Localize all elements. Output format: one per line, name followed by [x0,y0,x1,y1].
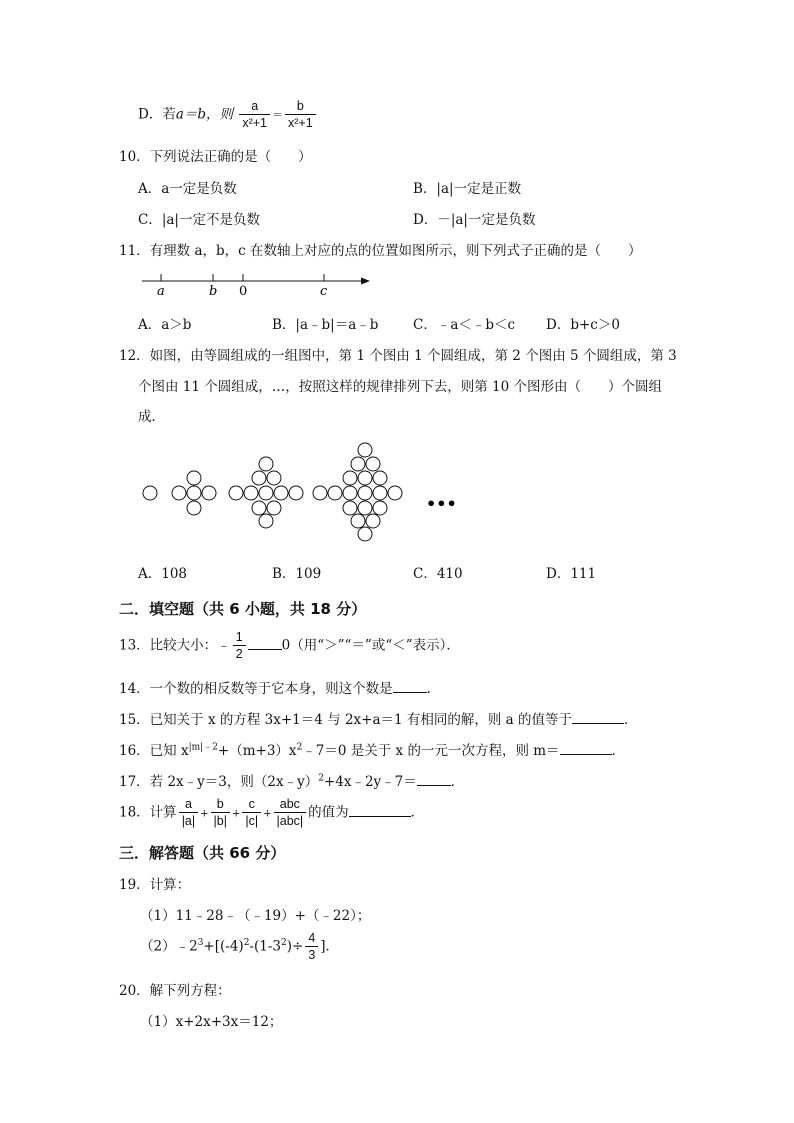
circle [267,501,281,515]
answer-blank[interactable] [349,804,411,817]
circle [313,486,327,500]
plus-sign: + [231,808,241,820]
question-18 [119,797,424,829]
question-20-stem: 20．解下列方程： [119,983,231,999]
circle [373,501,387,515]
circle [259,514,273,528]
circle [358,501,372,515]
section-3-heading: 三．解答题（共 66 分） [119,844,286,862]
exponent: 3 [197,938,204,948]
exponent: 2 [296,742,303,753]
denominator: |a| [181,814,196,828]
q14-period: ． [426,681,441,697]
fraction-1 [239,99,270,131]
q17-text: +4x﹣2y﹣7＝ [323,774,417,790]
q16-text: +（m+3）x [217,743,297,759]
label-a: a [157,284,165,298]
fraction-abc [274,797,307,829]
q11-option-b: B．|a﹣b|＝a﹣b [272,317,379,333]
circle [143,486,157,500]
number-line-figure [140,270,372,298]
number-line-arrow [361,278,370,285]
label-0: 0 [239,284,248,298]
q14-text: 14．一个数的相反数等于它本身，则这个数是 [119,681,393,697]
circle [343,486,357,500]
answer-blank[interactable] [572,711,624,724]
q19-text: -(1-3 [249,938,281,955]
exponent: |m|﹣2 [188,742,218,753]
q19-text: )÷ [286,938,304,955]
denominator: |b| [213,814,227,828]
circle [259,486,273,500]
q16-text: ﹣7＝0 是关于 x 的一元一次方程，则 m＝ [302,743,560,759]
circle [388,486,402,500]
ellipsis: ••• [426,494,457,513]
plus-sign: + [200,808,209,820]
numerator: c [242,797,261,813]
circle [366,457,380,471]
circle [358,527,372,541]
question-13 [119,630,460,662]
circle [252,471,266,485]
circle [244,486,258,500]
circle [267,471,281,485]
denominator: x²+1 [288,116,313,130]
q15-text: 15．已知关于 x 的方程 3x+1＝4 与 2x+a＝1 有相同的解，则 a 的值等于 [119,712,573,728]
equals-sign: ＝ [272,108,283,122]
q11-option-a: A．a＞b [138,317,192,333]
numerator: b [211,797,230,813]
denominator: |abc| [276,814,304,828]
circle-pattern-figure [136,437,466,547]
numerator: a [239,99,270,115]
numerator: 1 [233,630,246,646]
q10-option-c: C．|a|一定不是负数 [138,212,260,228]
circle [187,501,201,515]
question-12-line-1: 12．如图，由等圆组成的一组图中，第 1 个图由 1 个圆组成，第 2 个图由 5 个圆组成，第 3 [119,348,677,364]
q17-text: 17．若 2x﹣y＝3，则（2x﹣y） [119,774,319,790]
q13-suffix: 0（用“＞”“＝”或“＜”表示）． [281,637,460,654]
question-17 [119,770,464,790]
circle [351,457,365,471]
q16-period: ． [611,743,626,759]
circle [351,514,365,528]
q15-period: ． [624,712,638,728]
exponent: 2 [318,773,324,784]
question-14 [119,677,440,697]
q12-option-c: C．410 [413,566,463,582]
fraction-four-thirds [305,931,318,963]
q19-text: ]． [320,938,340,955]
circle [252,501,266,515]
question-19-stem: 19．计算： [119,877,191,893]
circle [289,486,303,500]
fraction-b [211,797,230,829]
q12-option-b: B．109 [272,566,322,582]
circle [259,457,273,471]
circle [328,486,342,500]
circle [358,486,372,500]
q10-option-a: A．a一定是负数 [138,181,237,197]
circle [358,471,372,485]
circle [274,486,288,500]
q10-option-b: B．|a|一定是正数 [413,181,522,197]
numerator: 4 [305,931,318,947]
circle [172,486,186,500]
circle [373,471,387,485]
label-c: c [320,284,328,298]
q18-period: ． [410,804,425,821]
label-b: b [209,284,218,298]
exponent: 2 [281,938,287,948]
q12-option-a: A．108 [138,566,188,582]
answer-blank[interactable] [248,637,282,650]
circle [366,514,380,528]
q13-prefix: 13．比较大小：﹣ [119,637,231,654]
q9-option-d [138,99,318,131]
plus-sign: + [263,808,272,820]
circle [343,501,357,515]
question-16 [119,739,625,759]
circle [229,486,243,500]
q18-text: 18．计算 [119,804,177,821]
section-2-heading: 二．填空题（共 6 小题，共 18 分） [119,600,367,618]
q11-option-d: D．b+c＞0 [546,317,620,333]
q19-text: （2）﹣2 [140,938,198,955]
q19-part-2 [140,931,339,963]
q16-text: 16．已知 x [119,743,189,759]
denominator: |c| [245,814,259,828]
circle [202,486,216,500]
q10-option-d: D．－|a|一定是负数 [413,212,536,228]
denominator: 3 [308,948,316,962]
option-label: D．若 [138,106,176,123]
q19-text: +[(-4) [203,938,244,955]
question-15 [119,708,638,728]
option-text: a＝b，则 [175,106,234,123]
q11-option-c: C．﹣a＜﹣b＜c [413,317,516,333]
circle [343,471,357,485]
question-12-line-3: 成． [138,409,165,425]
answer-blank[interactable] [393,680,427,693]
answer-blank[interactable] [417,773,451,786]
circle [373,486,387,500]
exponent: 2 [243,938,250,948]
circle [187,471,201,485]
numerator: abc [274,797,307,813]
denominator: 2 [235,647,243,661]
q20-part-1: （1）x+2x+3x＝12； [140,1014,283,1030]
question-10-stem: 10．下列说法正确的是（ ） [119,149,312,165]
denominator: x²+1 [242,116,267,130]
numerator: b [285,99,316,115]
question-11-stem: 11．有理数 a，b，c 在数轴上对应的点的位置如图所示，则下列式子正确的是（ ） [119,243,642,259]
q17-period: ． [450,774,465,790]
fraction-2 [285,99,316,131]
fraction-one-half [233,630,246,662]
question-12-line-2: 个图由 11 个圆组成，…，按照这样的规律排列下去，则第 10 个图形由（ ）个圆组 [138,379,663,395]
fraction-c [242,797,261,829]
circle [187,486,201,500]
circle [358,443,372,457]
q12-option-d: D．111 [546,566,597,582]
fraction-a [179,797,198,829]
q18-text: 的值为 [308,804,349,821]
answer-blank[interactable] [560,742,612,755]
numerator: a [179,797,198,813]
q19-part-1: （1）11﹣28﹣（﹣19）+（﹣22）； [140,908,371,924]
